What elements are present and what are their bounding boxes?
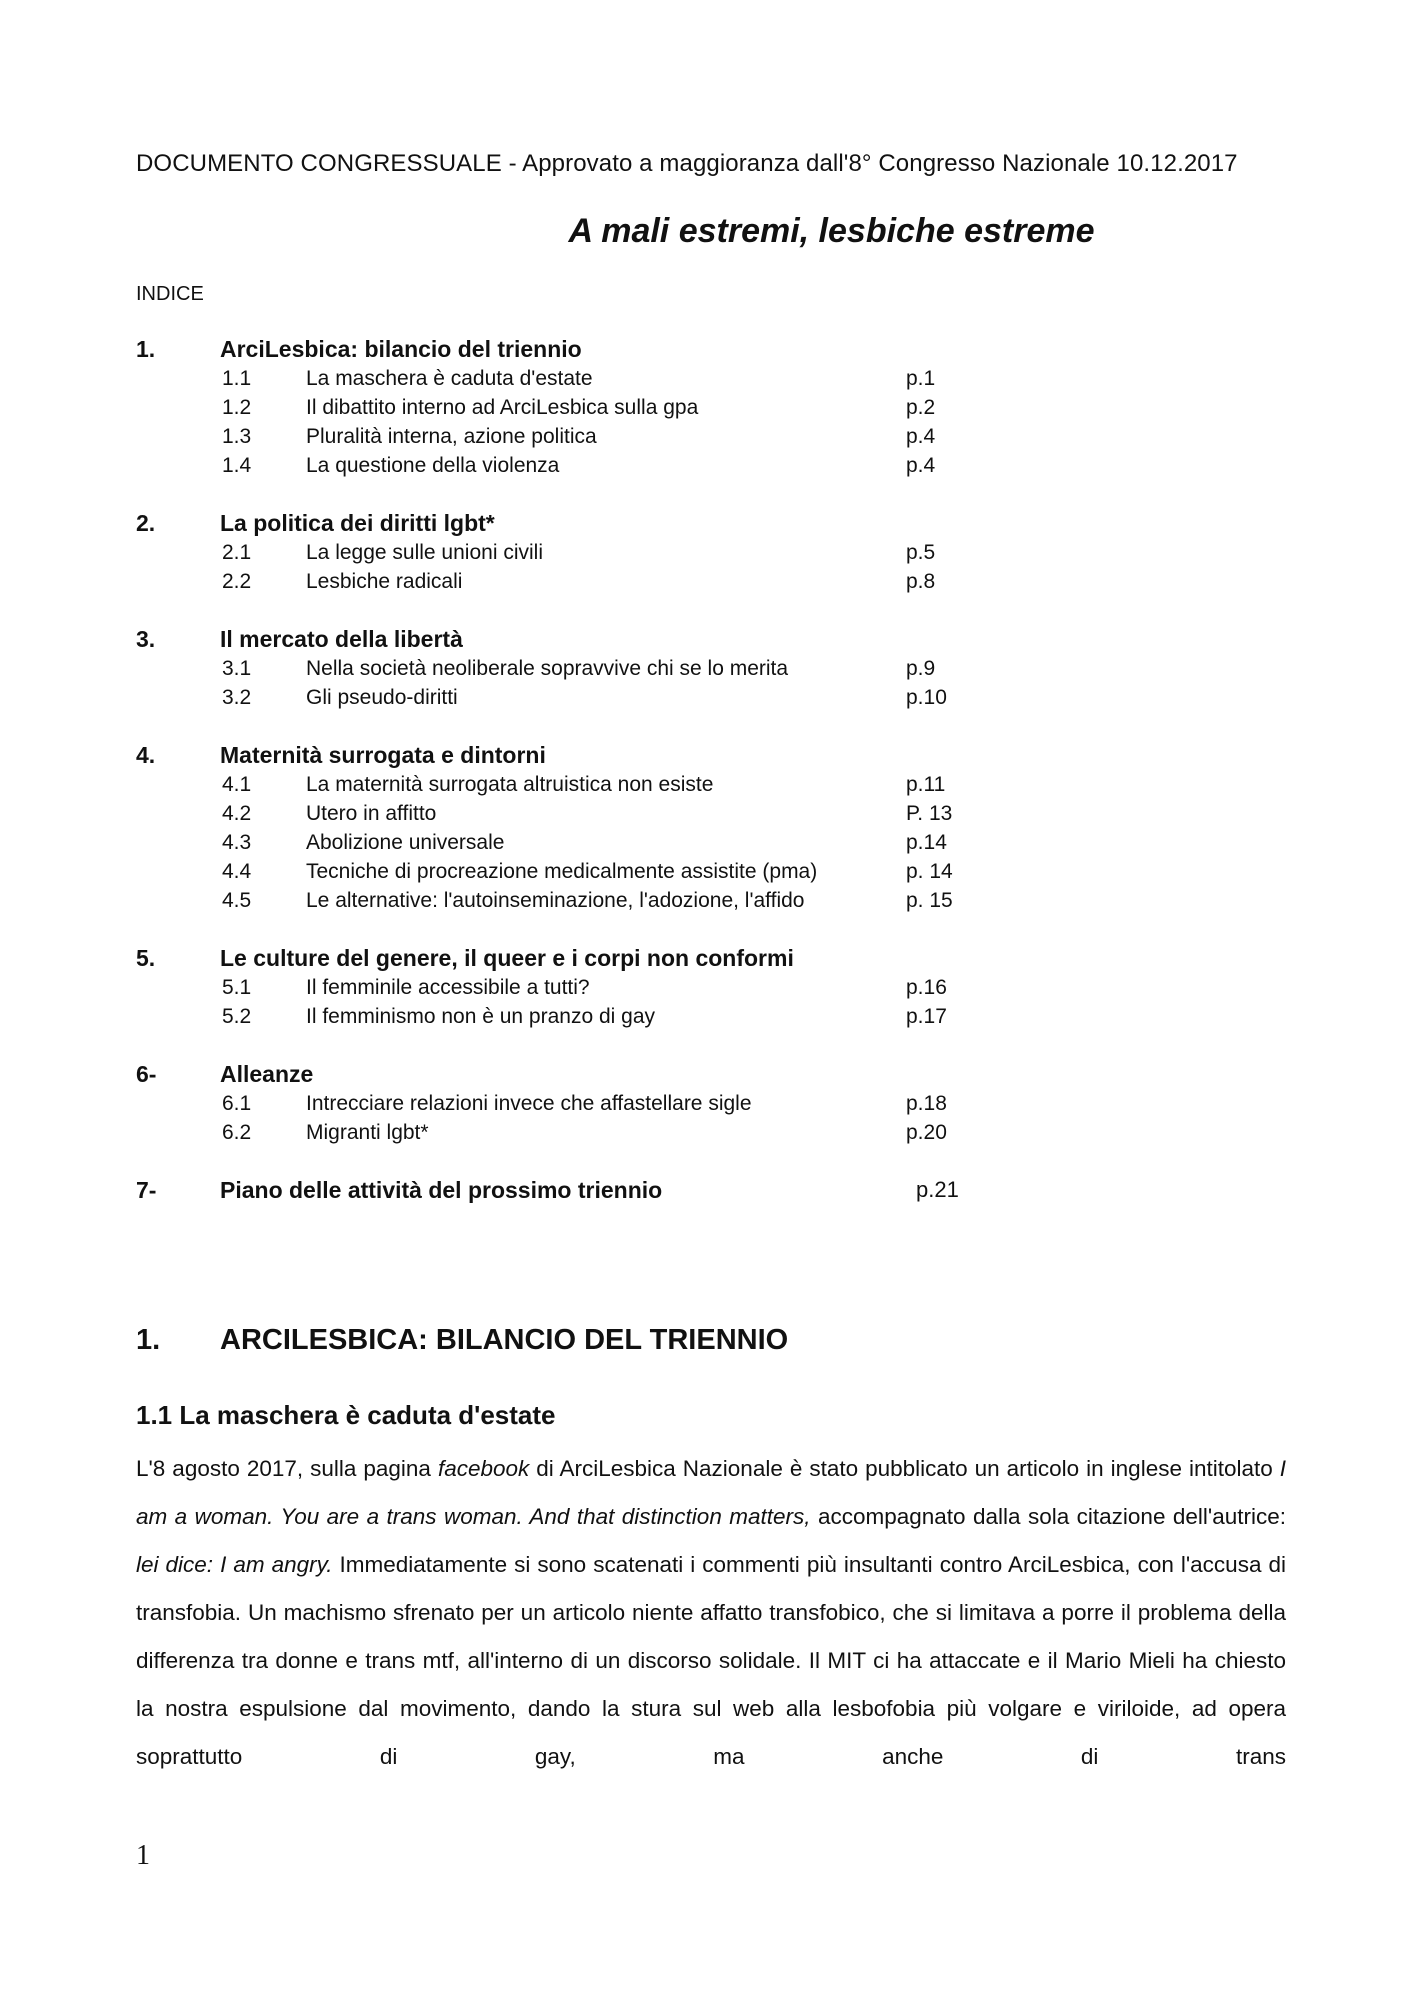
toc-section-title: La politica dei diritti lgbt* bbox=[220, 509, 495, 536]
toc-entry bbox=[136, 1089, 1036, 1118]
toc-section bbox=[136, 1175, 1036, 1205]
toc-entry-title: Il femminile accessibile a tutti? bbox=[306, 975, 590, 999]
toc-entry-title: Lesbiche radicali bbox=[306, 569, 463, 593]
subsection-heading: 1.1 La maschera è caduta d'estate bbox=[136, 1400, 556, 1430]
toc-entry bbox=[136, 973, 1036, 1002]
toc-entry-page: p.5 bbox=[906, 540, 936, 564]
toc-entry bbox=[136, 451, 1036, 480]
toc-entry bbox=[136, 886, 1036, 915]
toc-entry bbox=[136, 857, 1036, 886]
document-title bbox=[0, 212, 1413, 251]
toc-entry-number: 1.3 bbox=[222, 424, 252, 448]
italic-text: lei dice: I am angry. bbox=[136, 1552, 333, 1577]
toc-section bbox=[136, 508, 1036, 596]
toc-section bbox=[136, 334, 1036, 480]
toc-entry-number: 1.1 bbox=[222, 366, 252, 390]
toc-entry-page: p. 15 bbox=[906, 888, 953, 912]
toc-entry bbox=[136, 567, 1036, 596]
toc-entry-title: Le alternative: l'autoinseminazione, l'adozione, l'affido bbox=[306, 888, 805, 912]
toc-entry-number: 3.1 bbox=[222, 656, 252, 680]
toc-entry bbox=[136, 364, 1036, 393]
toc-entry-page: p.8 bbox=[906, 569, 936, 593]
toc-entry-page: p.17 bbox=[906, 1004, 947, 1028]
toc-entry-number: 5.2 bbox=[222, 1004, 252, 1028]
toc-section-number: 3. bbox=[136, 625, 156, 652]
italic-text: facebook bbox=[437, 1456, 530, 1481]
toc-entry-title: Intrecciare relazioni invece che affastellare sigle bbox=[306, 1091, 752, 1115]
toc-entry-page: p.10 bbox=[906, 685, 947, 709]
toc-section-heading bbox=[136, 624, 1036, 654]
paragraph-text: di ArciLesbica Nazionale è stato pubblicato un articolo in inglese intitolato bbox=[529, 1456, 1280, 1481]
section-heading bbox=[136, 1320, 1286, 1360]
table-of-contents bbox=[136, 334, 1036, 1233]
toc-section-title: ArciLesbica: bilancio del triennio bbox=[220, 335, 582, 362]
italic-text: I am a woman. You are a trans woman. And that distinction matters, bbox=[136, 1456, 1286, 1529]
toc-section-title: Maternità surrogata e dintorni bbox=[220, 741, 546, 768]
toc-entry-title: La maternità surrogata altruistica non esiste bbox=[306, 772, 714, 796]
toc-entry-number: 4.5 bbox=[222, 888, 252, 912]
toc-entry bbox=[136, 799, 1036, 828]
toc-entry-number: 1.2 bbox=[222, 395, 252, 419]
toc-entry bbox=[136, 538, 1036, 567]
toc-entry bbox=[136, 654, 1036, 683]
toc-section-title: Piano delle attività del prossimo triennio bbox=[220, 1176, 663, 1203]
toc-entry-number: 4.3 bbox=[222, 830, 252, 854]
toc-entry-number: 6.1 bbox=[222, 1091, 252, 1115]
toc-entry-title: Abolizione universale bbox=[306, 830, 505, 854]
toc-entry bbox=[136, 1002, 1036, 1031]
toc-entry-title: La questione della violenza bbox=[306, 453, 560, 477]
toc-entry-title: Il femminismo non è un pranzo di gay bbox=[306, 1004, 656, 1028]
page-number: 1 bbox=[136, 1840, 150, 1871]
toc-section-number: 2. bbox=[136, 509, 156, 536]
toc-entry-page: p.14 bbox=[906, 830, 947, 854]
toc-section-heading bbox=[136, 740, 1036, 770]
toc-entry-page: p.1 bbox=[906, 366, 936, 390]
toc-section-page: p.21 bbox=[916, 1177, 959, 1202]
paragraph-text: accompagnato dalla sola citazione dell'autrice: bbox=[810, 1504, 1286, 1529]
toc-section-number: 4. bbox=[136, 741, 156, 768]
toc-section-number: 1. bbox=[136, 335, 156, 362]
toc-section-number: 7- bbox=[136, 1176, 157, 1203]
toc-entry-number: 2.2 bbox=[222, 569, 252, 593]
toc-entry-number: 2.1 bbox=[222, 540, 252, 564]
toc-entry bbox=[136, 770, 1036, 799]
toc-entry-title: Nella società neoliberale sopravvive chi se lo merita bbox=[306, 656, 789, 680]
toc-section bbox=[136, 1059, 1036, 1147]
toc-section-title: Il mercato della libertà bbox=[220, 625, 463, 652]
toc-entry-page: P. 13 bbox=[906, 801, 953, 825]
toc-entry-number: 5.1 bbox=[222, 975, 252, 999]
toc-section-title: Le culture del genere, il queer e i corpi non conformi bbox=[220, 944, 794, 971]
toc-section-heading bbox=[136, 943, 1036, 973]
toc-entry-title: La maschera è caduta d'estate bbox=[306, 366, 593, 390]
toc-section-title: Alleanze bbox=[220, 1060, 314, 1087]
toc-entry bbox=[136, 422, 1036, 451]
toc-entry bbox=[136, 828, 1036, 857]
toc-entry-title: Gli pseudo-diritti bbox=[306, 685, 458, 709]
toc-entry bbox=[136, 683, 1036, 712]
toc-section-number: 5. bbox=[136, 944, 156, 971]
toc-section-heading bbox=[136, 1059, 1036, 1089]
toc-entry-number: 4.1 bbox=[222, 772, 252, 796]
body-section bbox=[136, 1320, 1286, 1781]
section-title: ARCILESBICA: BILANCIO DEL TRIENNIO bbox=[220, 1323, 789, 1356]
toc-entry-number: 6.2 bbox=[222, 1120, 252, 1144]
toc-entry-page: p.18 bbox=[906, 1091, 947, 1115]
toc-entry-page: p.16 bbox=[906, 975, 947, 999]
toc-section bbox=[136, 624, 1036, 712]
toc-entry-title: Pluralità interna, azione politica bbox=[306, 424, 597, 448]
toc-entry bbox=[136, 1118, 1036, 1147]
body-paragraph bbox=[136, 1445, 1286, 1781]
toc-entry-page: p.9 bbox=[906, 656, 936, 680]
paragraph-text: Immediatamente si sono scatenati i commenti più insultanti contro ArciLesbica, con l'accusa di transfobia. Un machismo sfrenato per un articolo niente affatto transfobico, che si limitava a porre il problema della differenza tra donne e trans mtf, all'interno di un discorso solidale. Il MIT ci ha attaccate e il Mario Mieli ha chiesto la nostra espulsione dal movimento, dando la stura sul web alla lesbofobia più volgare e viriloide, ad opera soprattutto di gay, ma anche di trans bbox=[136, 1552, 1286, 1769]
toc-entry-page: p.11 bbox=[906, 772, 946, 796]
toc-entry-page: p.2 bbox=[906, 395, 936, 419]
toc-entry-title: La legge sulle unioni civili bbox=[306, 540, 543, 564]
document-title-text: A mali estremi, lesbiche estreme bbox=[568, 212, 1095, 250]
toc-entry-number: 4.2 bbox=[222, 801, 252, 825]
toc-section-number: 6- bbox=[136, 1060, 157, 1087]
toc-entry-number: 3.2 bbox=[222, 685, 252, 709]
paragraph-text: L'8 agosto 2017, sulla pagina bbox=[136, 1456, 438, 1481]
toc-entry-title: Migranti lgbt* bbox=[306, 1120, 429, 1144]
toc-section-heading bbox=[136, 334, 1036, 364]
toc-entry-page: p.4 bbox=[906, 424, 936, 448]
toc-entry-title: Tecniche di procreazione medicalmente assistite (pma) bbox=[306, 859, 818, 883]
toc-entry-page: p.4 bbox=[906, 453, 936, 477]
document-header: DOCUMENTO CONGRESSUALE - Approvato a maggioranza dall'8° Congresso Nazionale 10.12.2017 bbox=[136, 150, 1238, 177]
toc-entry-title: Utero in affitto bbox=[306, 801, 437, 825]
toc-entry-number: 4.4 bbox=[222, 859, 252, 883]
section-number: 1. bbox=[136, 1323, 161, 1356]
toc-entry bbox=[136, 393, 1036, 422]
toc-section-heading bbox=[136, 508, 1036, 538]
toc-entry-page: p. 14 bbox=[906, 859, 953, 883]
toc-section bbox=[136, 943, 1036, 1031]
toc-entry-title: Il dibattito interno ad ArciLesbica sulla gpa bbox=[306, 395, 699, 419]
toc-entry-page: p.20 bbox=[906, 1120, 947, 1144]
toc-section-heading bbox=[136, 1175, 1036, 1205]
toc-entry-number: 1.4 bbox=[222, 453, 252, 477]
index-label: INDICE bbox=[136, 283, 204, 305]
toc-section bbox=[136, 740, 1036, 915]
